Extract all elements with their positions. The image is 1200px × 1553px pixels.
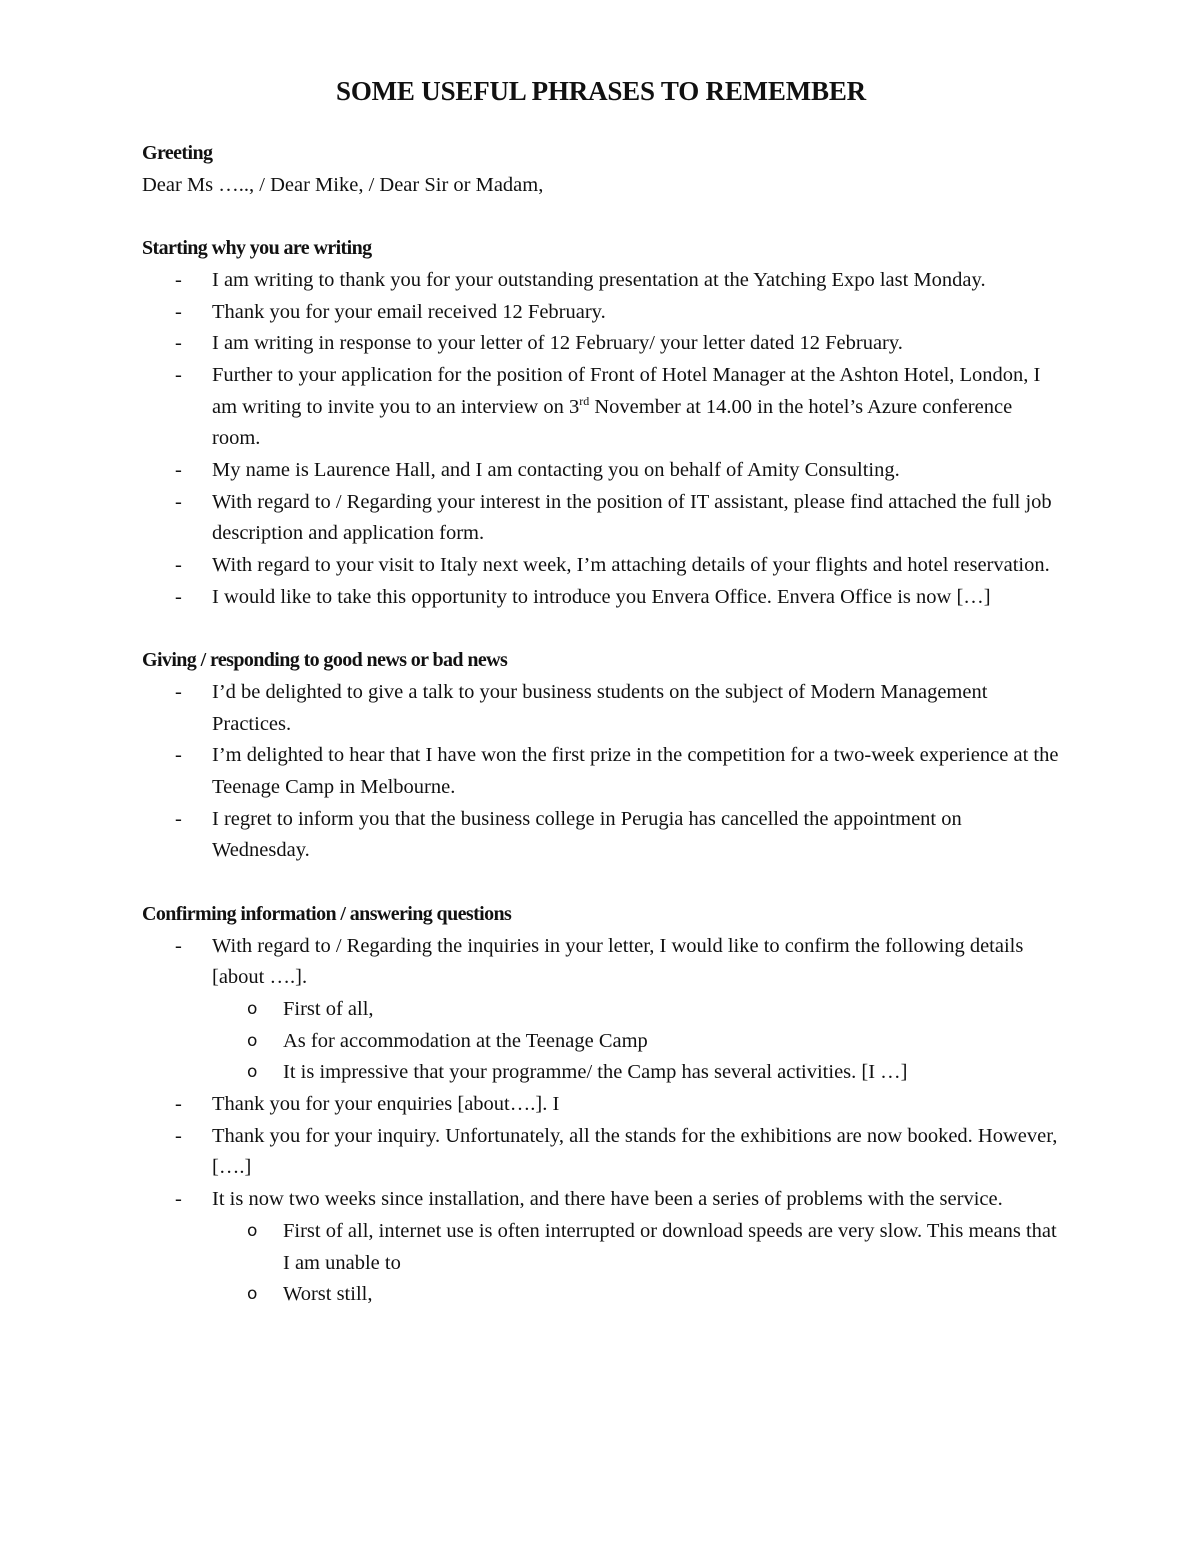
list-item: [142, 1184, 1060, 1311]
heading-starting: Starting why you are writing: [142, 237, 372, 260]
list-item-text: I would like to take this opportunity to introduce you Envera Office. Envera Office is now […]: [212, 585, 991, 608]
heading-greeting: Greeting: [142, 142, 213, 164]
circle-bullet-icon: o: [247, 1284, 258, 1305]
circle-bullet-icon: o: [247, 1220, 258, 1241]
list-item-text: My name is Laurence Hall, and I am contacting you on behalf of Amity Consulting.: [212, 459, 900, 482]
sub-list-item: [212, 994, 1060, 1026]
greeting-text: Dear Ms ….., / Dear Mike, / Dear Sir or Madam,: [142, 173, 544, 196]
section-confirming: [142, 899, 1060, 1311]
list-item-text: Thank you for your inquiry. Unfortunately, all the stands for the exhibitions are now booked. However, [….]: [212, 1124, 1058, 1179]
list-item-text: Thank you for your enquiries [about….]. I: [212, 1093, 560, 1116]
sub-list-item-text: It is impressive that your programme/ the Camp has several activities. [I …]: [283, 1061, 908, 1084]
dash-marker: -: [175, 459, 182, 482]
list-item: [142, 740, 1060, 803]
dash-marker: -: [175, 332, 182, 355]
list-item: [142, 1121, 1060, 1184]
heading-confirming: Confirming information / answering questions: [142, 902, 512, 925]
list-item: [142, 677, 1060, 740]
sub-list-item: [212, 1026, 1060, 1058]
list-item-text: Thank you for your email received 12 February.: [212, 300, 606, 323]
list-item: [142, 297, 1060, 329]
list-item: [142, 804, 1060, 867]
dash-marker: -: [175, 1093, 182, 1116]
list-item: [142, 487, 1060, 550]
sub-list-item-text: As for accommodation at the Teenage Camp: [283, 1029, 648, 1052]
sub-list-item-text: Worst still,: [283, 1283, 373, 1306]
list-item-text: With regard to your visit to Italy next week, I’m attaching details of your flights and hotel reservation.: [212, 554, 1050, 577]
list-item: [142, 550, 1060, 582]
sub-list-item-text: First of all, internet use is often interrupted or download speeds are very slow. This means that I am unable to: [283, 1219, 1057, 1274]
list-item-text: I am writing in response to your letter of 12 February/ your letter dated 12 February.: [212, 332, 903, 355]
list-item-text: I’m delighted to hear that I have won the first prize in the competition for a two-week experience at the Teenage Camp in Melbourne.: [212, 744, 1059, 799]
confirming-list: [142, 931, 1060, 1311]
list-item-text: I’d be delighted to give a talk to your business students on the subject of Modern Management Practices.: [212, 680, 988, 735]
list-item-text: It is now two weeks since installation, and there have been a series of problems with the service.: [212, 1188, 1003, 1211]
sub-list: [212, 1216, 1060, 1311]
list-item-text: I am writing to thank you for your outstanding presentation at the Yatching Expo last Monday.: [212, 268, 986, 291]
list-item-text-after: November at 14.00 in the hotel’s Azure conference room.: [212, 395, 1013, 450]
dash-marker: -: [175, 554, 182, 577]
circle-bullet-icon: o: [247, 1030, 258, 1051]
list-item-text-before: Further to your application for the position of Front of Hotel Manager at the Ashton Hotel, London, I am writing to invite you to an interview on 3: [212, 363, 1041, 418]
dash-marker: -: [175, 1188, 182, 1211]
list-item: [142, 328, 1060, 360]
list-item: [142, 931, 1060, 1090]
list-item-text: With regard to / Regarding the inquiries in your letter, I would like to confirm the following details [about ….].: [212, 934, 1024, 989]
list-item: [142, 582, 1060, 614]
list-item: [142, 265, 1060, 297]
sub-list-item-text: First of all,: [283, 997, 374, 1020]
dash-marker: -: [175, 300, 182, 323]
list-item: [142, 1089, 1060, 1121]
circle-bullet-icon: o: [247, 1062, 258, 1083]
list-item: [142, 455, 1060, 487]
sub-list-item: [212, 1216, 1060, 1279]
section-news: [142, 645, 1060, 867]
list-item: [142, 360, 1060, 455]
section-starting: [142, 233, 1060, 613]
section-greeting: [142, 138, 1060, 201]
dash-marker: -: [175, 807, 182, 830]
ordinal-suffix: rd: [579, 393, 590, 408]
heading-news: Giving / responding to good news or bad news: [142, 649, 508, 672]
document-title: SOME USEFUL PHRASES TO REMEMBER: [336, 76, 866, 106]
list-item-text: With regard to / Regarding your interest in the position of IT assistant, please find attached the full job description and application form.: [212, 490, 1052, 545]
dash-marker: -: [175, 363, 182, 386]
dash-marker: -: [175, 680, 182, 703]
news-list: [142, 677, 1060, 867]
dash-marker: -: [175, 1124, 182, 1147]
sub-list-item: [212, 1279, 1060, 1311]
dash-marker: -: [175, 585, 182, 608]
dash-marker: -: [175, 268, 182, 291]
list-item-text: I regret to inform you that the business college in Perugia has cancelled the appointment on Wednesday.: [212, 807, 962, 862]
sub-list: [212, 994, 1060, 1089]
circle-bullet-icon: o: [247, 998, 258, 1019]
dash-marker: -: [175, 744, 182, 767]
dash-marker: -: [175, 934, 182, 957]
dash-marker: -: [175, 490, 182, 513]
sub-list-item: [212, 1057, 1060, 1089]
starting-list: [142, 265, 1060, 614]
